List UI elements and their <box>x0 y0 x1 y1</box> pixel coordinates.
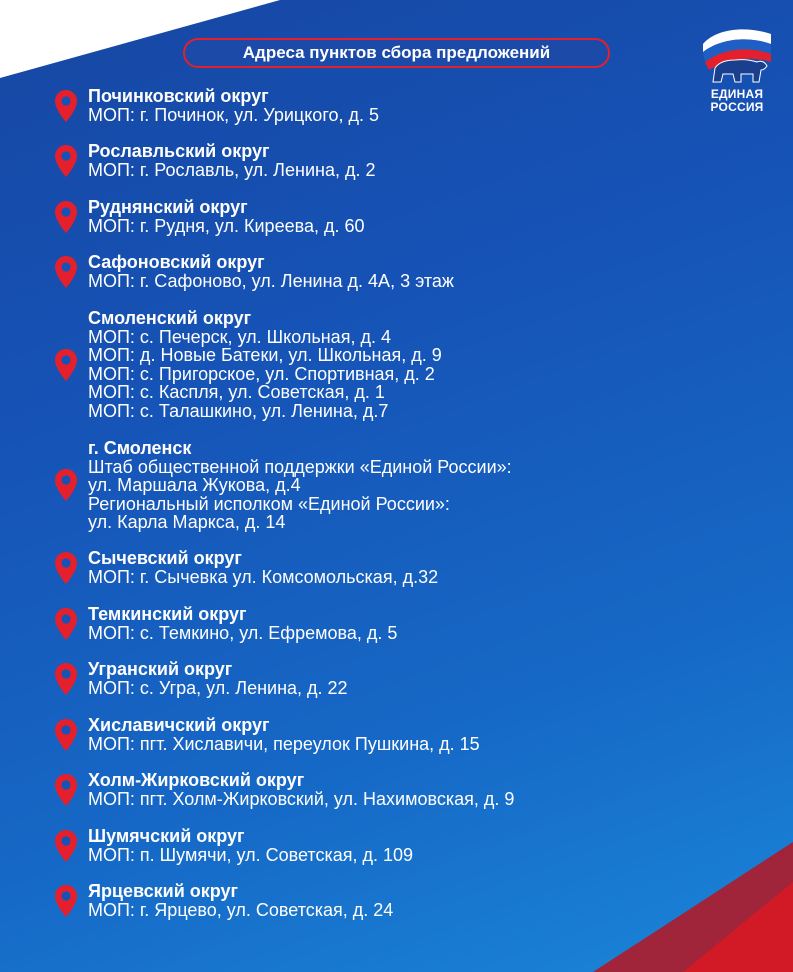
address-text <box>88 549 438 586</box>
address-line: Штаб общественной поддержки «Единой России»: <box>88 456 512 477</box>
location-pin-icon <box>54 718 78 752</box>
location-pin-icon <box>54 89 78 123</box>
address-text <box>88 827 413 864</box>
location-pin-icon <box>54 884 78 918</box>
address-line: МОП: с. Темкино, ул. Ефремова, д. 5 <box>88 622 398 643</box>
address-line: МОП: г. Рославль, ул. Ленина, д. 2 <box>88 159 376 180</box>
location-pin-icon <box>54 773 78 807</box>
address-line: МОП: г. Сафоново, ул. Ленина д. 4А, 3 этаж <box>88 270 454 291</box>
address-text <box>88 198 365 235</box>
address-line: МОП: д. Новые Батеки, ул. Школьная, д. 9 <box>88 345 442 365</box>
logo-text-line1: ЕДИНАЯ <box>710 87 764 101</box>
district-name: Руднянский округ <box>88 197 248 217</box>
logo-text-line2: РОССИЯ <box>710 100 764 114</box>
address-line: ул. Маршала Жукова, д.4 <box>88 475 301 495</box>
address-line: МОП: пгт. Хиславичи, переулок Пушкина, д. 15 <box>88 733 480 754</box>
address-line: МОП: г. Ярцево, ул. Советская, д. 24 <box>88 899 394 920</box>
address-text <box>88 253 454 290</box>
party-logo <box>697 22 777 114</box>
location-pin-icon <box>54 662 78 696</box>
district-name: Холм-Жирковский округ <box>88 770 305 790</box>
location-pin-icon <box>54 255 78 289</box>
district-name: Сычевский округ <box>88 548 242 568</box>
district-name: Смоленский округ <box>88 308 252 328</box>
address-line: Региональный исполком «Единой России»: <box>88 493 450 514</box>
address-line: МОП: с. Талашкино, ул. Ленина, д.7 <box>88 400 389 421</box>
location-pin-icon <box>54 144 78 178</box>
page-title-text: Адреса пунктов сбора предложений <box>242 43 551 62</box>
location-pin-icon <box>54 200 78 234</box>
address-line: ул. Карла Маркса, д. 14 <box>88 512 286 532</box>
address-line: МОП: г. Сычевка ул. Комсомольская, д.32 <box>88 566 439 587</box>
address-text <box>88 605 397 642</box>
address-line: МОП: с. Угра, ул. Ленина, д. 22 <box>88 677 348 698</box>
address-text <box>88 142 375 179</box>
address-text <box>88 771 514 808</box>
bear-flag-logo-icon <box>697 22 777 86</box>
location-pin-icon <box>54 551 78 585</box>
address-line: МОП: г. Рудня, ул. Киреева, д. 60 <box>88 215 365 236</box>
location-pin-icon <box>54 468 78 502</box>
district-name: Починковский округ <box>88 86 269 106</box>
address-line: МОП: с. Каспля, ул. Советская, д. 1 <box>88 382 385 402</box>
address-line: МОП: с. Пригорское, ул. Спортивная, д. 2 <box>88 363 435 384</box>
address-text <box>88 882 393 919</box>
address-text <box>88 87 379 124</box>
district-name: г. Смоленск <box>88 438 192 458</box>
address-text <box>88 439 512 532</box>
district-name: Темкинский округ <box>88 604 247 624</box>
location-pin-icon <box>54 348 78 382</box>
location-pin-icon <box>54 607 78 641</box>
address-line: МОП: пгт. Холм-Жирковский, ул. Нахимовская, д. 9 <box>88 788 515 809</box>
district-name: Угранский округ <box>88 659 233 679</box>
district-name: Шумячский округ <box>88 826 245 846</box>
address-text <box>88 660 348 697</box>
address-text <box>88 309 442 420</box>
address-line: МОП: п. Шумячи, ул. Советская, д. 109 <box>88 844 414 865</box>
address-line: МОП: г. Починок, ул. Урицкого, д. 5 <box>88 104 380 125</box>
district-name: Рославльский округ <box>88 141 270 161</box>
page-title <box>183 38 610 68</box>
district-name: Сафоновский округ <box>88 252 265 272</box>
location-pin-icon <box>54 829 78 863</box>
address-line: МОП: с. Печерск, ул. Школьная, д. 4 <box>88 326 391 347</box>
address-text <box>88 716 480 753</box>
district-name: Хиславичский округ <box>88 715 270 735</box>
district-name: Ярцевский округ <box>88 881 239 901</box>
